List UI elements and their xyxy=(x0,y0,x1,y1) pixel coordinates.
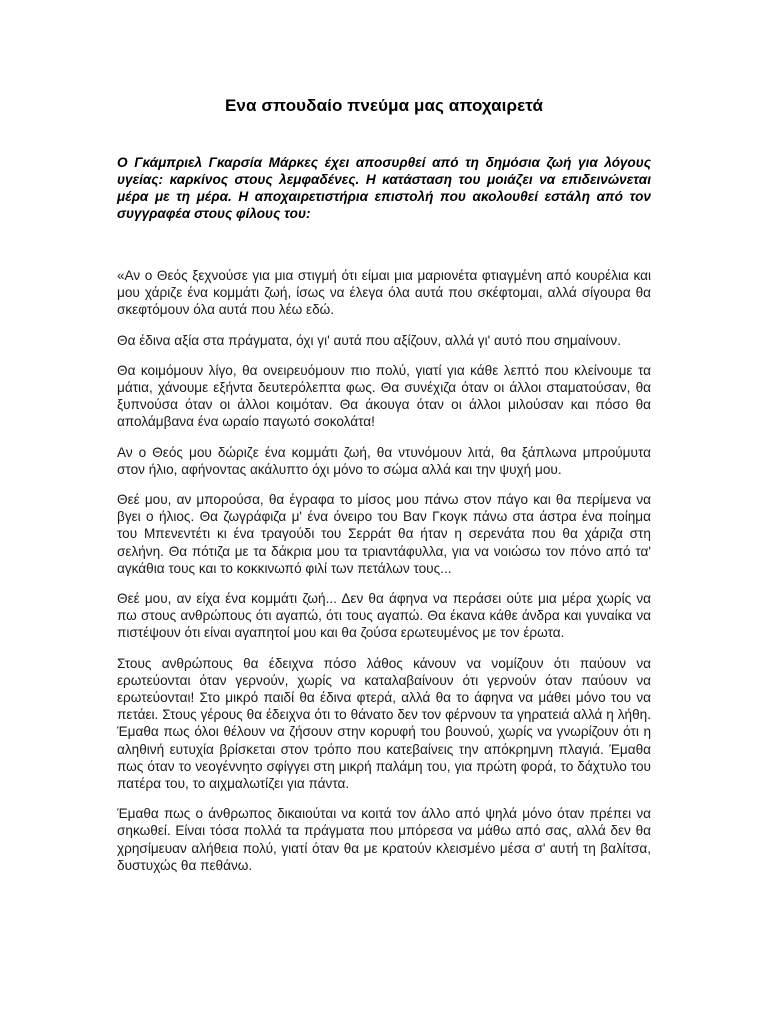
document-title: Ενα σπουδαίο πνεύμα μας αποχαιρετά xyxy=(224,96,544,115)
body-paragraph-6: Θεέ μου, αν είχα ένα κομμάτι ζωή... Δεν θα άφηνα να περάσει ούτε μια μέρα χωρίς να πω στους ανθρώπους ότι αγαπώ, ότι τους αγαπώ. Θα έκανα κάθε άνδρα και γυναίκα να πιστέψουν ότι είναι αγαπητοί μου και θα ζούσα ερωτευμένος με τον έρωτα. xyxy=(117,591,651,641)
body-paragraph-1: «Αν ο Θεός ξεχνούσε για μια στιγμή ότι είμαι μια μαριονέτα φτιαγμένη από κουρέλια και μου χάριζε ένα κομμάτι ζωή, ίσως να έλεγα όλα αυτά που σκέφτομαι, αλλά σίγουρα θα σκεφτόμουν όλα αυτά που λέω εδώ. xyxy=(117,268,651,318)
body-paragraph-8: Έμαθα πως ο άνθρωπος δικαιούται να κοιτά τον άλλο από ψηλά μόνο όταν πρέπει να σηκωθεί. Είναι τόσα πολλά τα πράγματα που μπόρεσα να μάθω από σας, αλλά δεν θα χρησίμευαν αλήθεια πολύ, γιατί όταν θα με κρατούν κλεισμένο μέσα σ' αυτή τη βαλίτσα, δυστυχώς θα πεθάνω. xyxy=(117,806,651,873)
body-paragraph-2: Θα έδινα αξία στα πράγματα, όχι γι' αυτά που αξίζουν, αλλά γι' αυτό που σημαίνουν. xyxy=(117,332,621,348)
body-paragraph-5: Θεέ μου, αν μπορούσα, θα έγραφα το μίσος μου πάνω στον πάγο και θα περίμενα να βγει ο ήλιος. Θα ζωγράφιζα μ' ένα όνειρο του Βαν Γκογκ πάνω στα άστρα ένα ποίημα του Μπενεντέτι κι ένα τραγούδι του Σερράτ θα ήταν η σερενάτα που θα χάριζα στη σελήνη. Θα πότιζα με τα δάκρια μου τα τριαντάφυλλα, για να νοιώσω τον πόνο από τα' αγκάθια τους και το κοκκινωπό φιλί των πετάλων τους... xyxy=(117,492,651,576)
document-page xyxy=(117,96,651,887)
body-paragraph-7: Στους ανθρώπους θα έδειχνα πόσο λάθος κάνουν να νομίζουν ότι παύουν να ερωτεύονται όταν γερνούν, χωρίς να καταλαβαίνουν ότι γερνούν όταν παύουν να ερωτεύονται! Στο μικρό παιδί θα έδινα φτερά, αλλά θα το άφηνα να μάθει μόνο του να πετάει. Στους γέρους θα έδειχνα ότι το θάνατο δεν τον φέρνουν τα γηρατειά αλλά η λήθη. Έμαθα πως όλοι θέλουν να ζήσουν στην κορυφή του βουνού, χωρίς να γνωρίζουν ότι η αληθινή ευτυχία βρίσκεται στον τρόπο που κατεβαίνεις την απόκρημνη πλαγιά. Έμαθα πως όταν το νεογέννητο σφίγγει στη μικρή παλάμη του, για πρώτη φορά, το δάχτυλο του πατέρα του, το αιχμαλωτίζει για πάντα. xyxy=(117,655,651,792)
body-paragraph-4: Αν ο Θεός μου δώριζε ένα κομμάτι ζωή, θα ντυνόμουν λιτά, θα ξάπλωνα μπρούμυτα στον ήλιο, αφήνοντας ακάλυπτο όχι μόνο το σώμα αλλά και την ψυχή μου. xyxy=(117,444,651,477)
body-paragraph-3: Θα κοιμόμουν λίγο, θα ονειρευόμουν πιο πολύ, γιατί για κάθε λεπτό που κλείνουμε τα μάτια, χάνουμε εξήντα δευτερόλεπτα φως. Θα συνέχιζα όταν οι άλλοι σταματούσαν, θα ξυπνούσα όταν οι άλλοι κοιμόταν. Θα άκουγα όταν οι άλλοι μιλούσαν και πόσο θα απολάμβανα ένα ωραίο παγωτό σοκολάτα! xyxy=(117,362,651,430)
intro-paragraph: Ο Γκάμπριελ Γκαρσία Μάρκες έχει αποσυρθεί από τη δημόσια ζωή για λόγους υγείας: καρκίνος στους λεμφαδένες. Η κατάσταση του μοιάζει να επιδεινώνεται μέρα με τη μέρα. Η αποχαιρετιστήρια επιστολή που ακολουθεί εστάλη από τον συγγραφέα στους φίλους του: xyxy=(117,155,651,221)
